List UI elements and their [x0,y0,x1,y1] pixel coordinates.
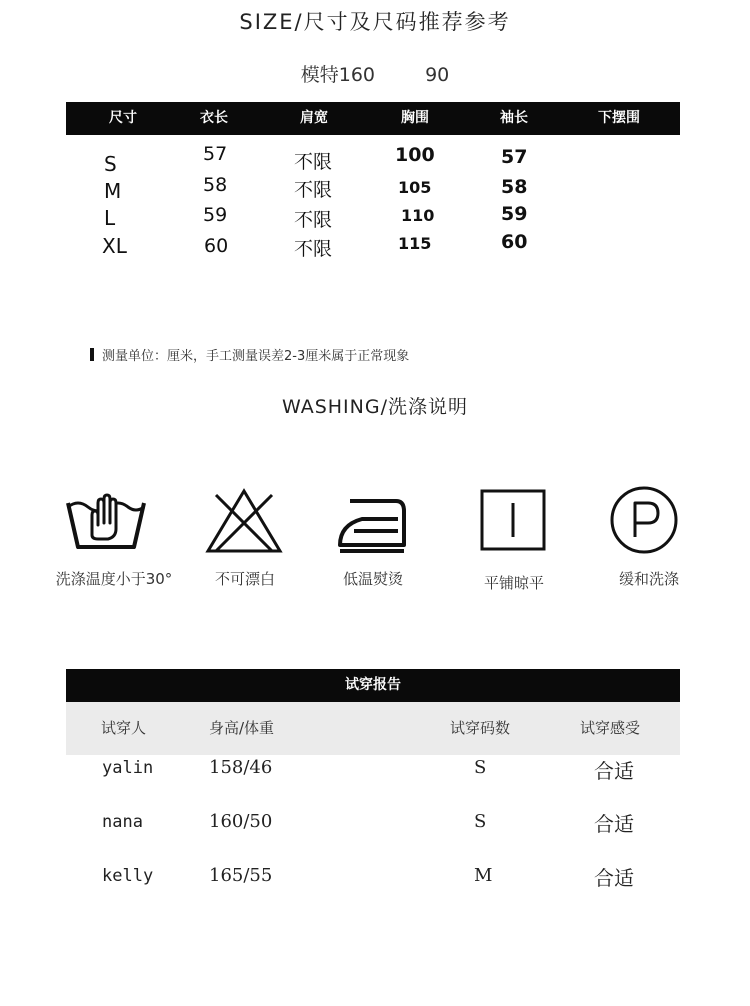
report-size: S [474,757,487,778]
row-chest: 105 [398,178,432,197]
note-marker [90,348,94,361]
row-shoulder: 不限 [294,209,333,231]
report-title: 试穿报告 [66,669,680,702]
row-sleeve: 57 [501,146,528,168]
report-name: kelly [102,866,154,886]
gentle-clean-p-icon [604,485,688,557]
wash-label-dry-flat: 平铺晾平 [483,574,544,592]
washing-section-title: WASHING/洗涤说明 [281,396,469,418]
wash-label-low-iron: 低温熨烫 [342,570,403,588]
size-section-title: SIZE/尺寸及尺码推荐参考 [239,10,511,34]
row-shoulder: 不限 [294,179,333,201]
model-height: 模特160 [300,64,376,86]
header-sleeve: 袖长 [500,110,528,126]
size-table-header [66,102,680,135]
row-shoulder: 不限 [294,151,333,173]
header-size: 尺寸 [109,110,137,126]
row-sleeve: 59 [501,203,528,225]
low-iron-icon [332,485,416,557]
header-chest: 胸围 [401,110,429,126]
wash-label-no-bleach: 不可漂白 [214,570,275,588]
wash-label-hand-wash: 洗涤温度小于30° [55,570,173,588]
report-hw: 165/55 [209,865,273,886]
row-chest: 100 [395,144,435,166]
row-length: 58 [203,174,228,196]
report-hw: 158/46 [209,757,273,778]
report-size: S [474,811,487,832]
row-sleeve: 58 [501,176,528,198]
header-shoulder: 肩宽 [300,110,328,126]
row-size: L [104,206,116,230]
dry-flat-icon [472,485,556,557]
row-sleeve: 60 [501,231,528,253]
report-name: nana [102,812,143,832]
hand-wash-icon [64,485,148,557]
header-feeling: 试穿感受 [580,719,641,737]
row-length: 59 [203,204,228,226]
row-length: 57 [203,143,228,165]
model-info [0,60,750,87]
no-bleach-icon [202,485,286,557]
report-hw: 160/50 [209,811,273,832]
report-size: M [474,865,493,886]
report-fit: 合适 [594,759,634,783]
header-hem: 下摆围 [598,110,640,126]
row-chest: 110 [401,206,435,225]
header-tester: 试穿人 [101,719,147,737]
report-fit: 合适 [594,866,634,890]
row-chest: 115 [398,234,432,253]
row-shoulder: 不限 [294,238,333,260]
row-length: 60 [204,235,229,257]
header-length: 衣长 [200,110,228,126]
model-weight: 90 [425,64,450,86]
report-table-header [66,702,680,755]
row-size: M [104,179,122,203]
header-try-size: 试穿码数 [450,719,511,737]
measurement-note: 测量单位：厘米，手工测量误差2-3厘米属于正常现象 [102,349,410,364]
row-size: S [104,152,117,176]
report-name: yalin [102,758,154,778]
row-size: XL [102,234,127,258]
report-fit: 合适 [594,812,634,836]
header-height-weight: 身高/体重 [209,719,275,737]
wash-label-gentle: 缓和洗涤 [618,570,679,588]
